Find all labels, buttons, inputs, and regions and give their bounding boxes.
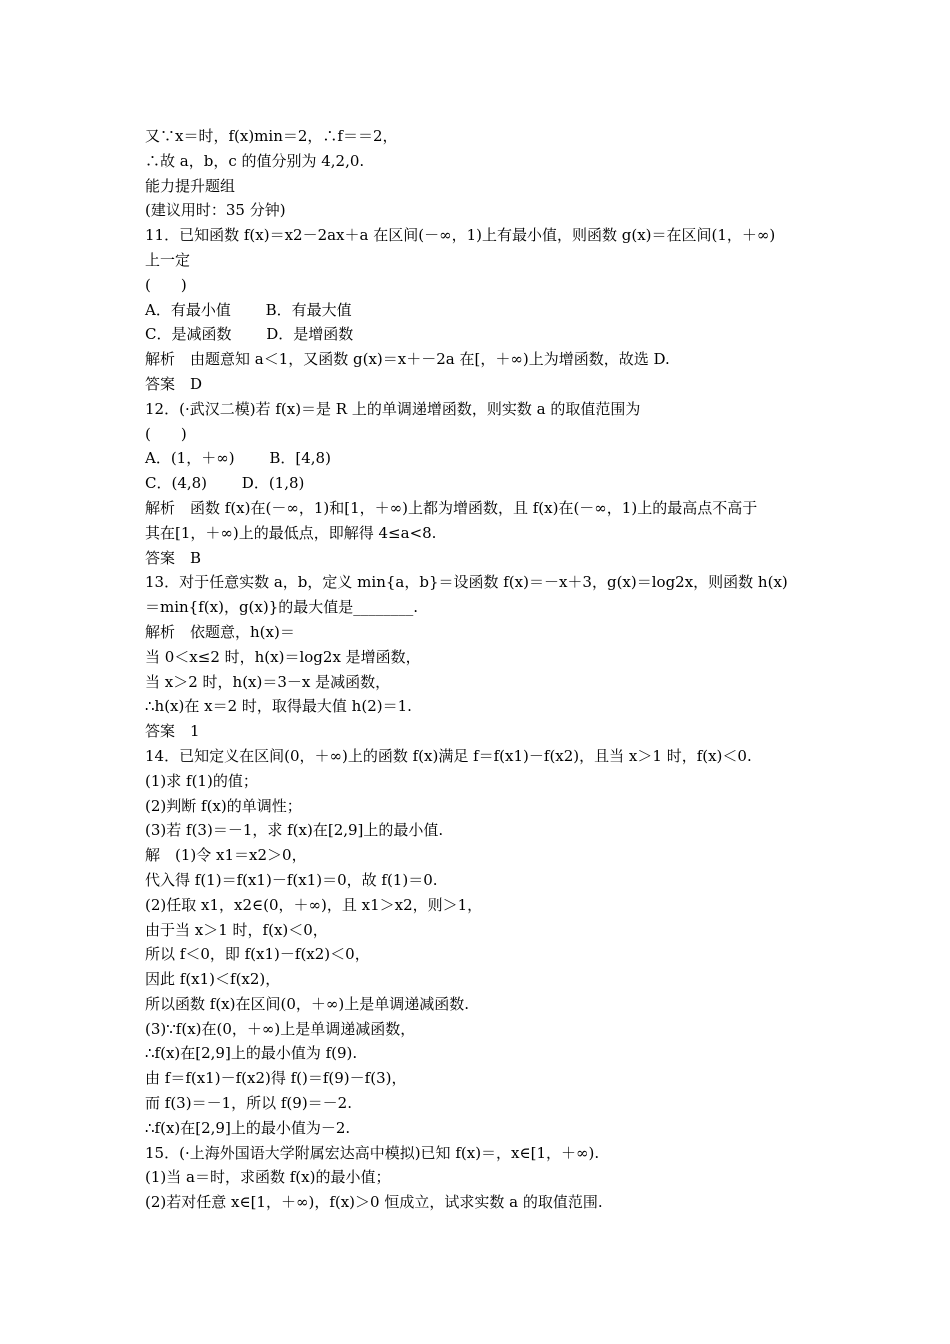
text-line: 当 x＞2 时，h(x)＝3－x 是减函数， (145, 672, 391, 691)
problem-11-stem-cont: 上一定 (145, 250, 191, 269)
problem-11-stem: 11．已知函数 f(x)＝x2－2ax＋a 在区间(－∞，1)上有最小值，则函数 g(x)＝在区间(1，＋∞) (145, 226, 776, 245)
problem-14-part-3: (3)若 f(3)＝－1，求 f(x)在[2,9]上的最小值. (145, 821, 444, 840)
text-line: ∴f(x)在[2,9]上的最小值为－2. (145, 1118, 351, 1137)
problem-15-part-2: (2)若对任意 x∈[1，＋∞)，f(x)＞0 恒成立，试求实数 a 的取值范围. (145, 1193, 603, 1212)
problem-14-stem: 14．已知定义在区间(0，＋∞)上的函数 f(x)满足 f＝f(x1)－f(x2)，且当 x＞1 时，f(x)＜0. (145, 746, 752, 765)
text-line: ∴h(x)在 x＝2 时，取得最大值 h(2)＝1. (145, 697, 412, 716)
text-line: 而 f(3)＝－1，所以 f(9)＝－2. (145, 1094, 352, 1113)
text-line: 所以函数 f(x)在区间(0，＋∞)上是单调递减函数. (145, 994, 469, 1013)
problem-13-analysis: 解析 依题意，h(x)＝ (145, 622, 295, 641)
problem-13-stem-cont: ＝min{f(x)，g(x)}的最大值是________. (145, 598, 419, 617)
text-line: 所以 f＜0，即 f(x1)－f(x2)＜0， (145, 945, 370, 964)
problem-12-answer: 答案 B (145, 548, 202, 567)
problem-14-part-2: (2)判断 f(x)的单调性； (145, 796, 302, 815)
answer-blank: ( ) (145, 275, 187, 294)
text-line: (3)∵f(x)在(0，＋∞)上是单调递减函数， (145, 1019, 416, 1038)
text-line: (2)任取 x1，x2∈(0，＋∞)，且 x1＞x2，则＞1， (145, 895, 483, 914)
time-suggestion: (建议用时：35 分钟) (145, 201, 286, 220)
text-line: 因此 f(x1)＜f(x2)， (145, 970, 281, 989)
text-line: 又∵x＝时，f(x)min＝2，∴f＝＝2， (145, 127, 398, 145)
problem-12-options-ab: A．(1，＋∞) B．[4,8) (145, 449, 331, 468)
answer-blank: ( ) (145, 424, 187, 443)
problem-13-stem: 13．对于任意实数 a，b，定义 min{a，b}＝设函数 f(x)＝－x＋3，g(x)＝log2x，则函数 h(x) (145, 573, 788, 592)
text-line: ∴f(x)在[2,9]上的最小值为 f(9). (145, 1044, 358, 1063)
text-line: 由 f＝f(x1)－f(x2)得 f()＝f(9)－f(3)， (145, 1069, 407, 1088)
problem-14-part-1: (1)求 f(1)的值； (145, 771, 258, 790)
text-line: 代入得 f(1)＝f(x1)－f(x1)＝0，故 f(1)＝0. (145, 870, 438, 889)
problem-13-answer: 答案 1 (145, 722, 200, 741)
problem-12-stem: 12．(·武汉二模)若 f(x)＝是 R 上的单调递增函数，则实数 a 的取值范围为 (145, 399, 641, 418)
text-line: ∴故 a，b，c 的值分别为 4,2,0. (145, 151, 365, 170)
problem-15-part-1: (1)当 a＝时，求函数 f(x)的最小值； (145, 1168, 391, 1187)
text-line: 当 0＜x≤2 时，h(x)＝log2x 是增函数， (145, 647, 421, 666)
problem-11-options-cd: C．是减函数 D．是增函数 (145, 325, 354, 344)
section-heading: 能力提升题组 (145, 176, 236, 195)
problem-11-analysis: 解析 由题意知 a＜1，又函数 g(x)＝x＋－2a 在[，＋∞)上为增函数，故选 D. (145, 350, 670, 369)
problem-12-analysis-cont: 其在[1，＋∞)上的最低点，即解得 4≤a<8. (145, 523, 437, 542)
problem-15-stem: 15．(·上海外国语大学附属宏达高中模拟)已知 f(x)＝，x∈[1，＋∞). (145, 1143, 600, 1162)
problem-12-options-cd: C．(4,8) D．(1,8) (145, 474, 305, 493)
problem-11-options-ab: A．有最小值 B．有最大值 (145, 300, 352, 319)
document-page (145, 124, 810, 1215)
text-line: 由于当 x＞1 时，f(x)＜0， (145, 920, 328, 939)
problem-14-solution: 解 (1)令 x1＝x2＞0， (145, 846, 307, 865)
problem-12-analysis: 解析 函数 f(x)在(－∞，1)和[1，＋∞)上都为增函数，且 f(x)在(－∞，1)上的最高点不高于 (145, 498, 758, 517)
problem-11-answer: 答案 D (145, 374, 203, 393)
